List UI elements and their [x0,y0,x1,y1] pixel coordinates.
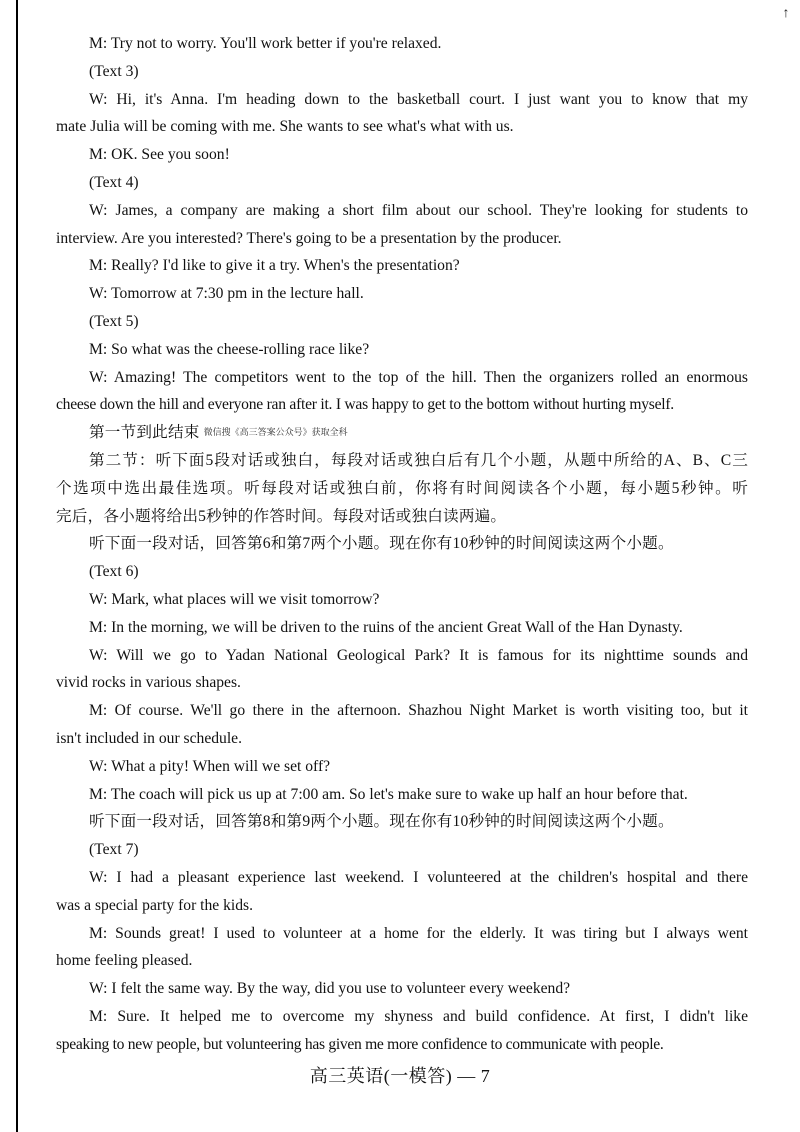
text-line: M: In the morning, we will be driven to the ruins of the ancient Great Wall of the Han Dynasty. [89,618,683,636]
text-line: W: Hi, it's Anna. I'm heading down to the basketball court. I just want you to know that my [89,90,748,108]
corner-mark: ↑ [782,6,790,21]
scan-edge-line [16,0,18,1132]
instruction-line: 完后，各小题将给出5秒钟的作答时间。每段对话或独白读两遍。 [56,507,507,525]
text-line: isn't included in our schedule. [56,729,242,747]
document-body [56,30,748,1058]
text-line: M: The coach will pick us up at 7:00 am. So let's make sure to wake up half an hour before that. [89,785,688,803]
instruction-line: 第二节：听下面5段对话或独白，每段对话或独白后有几个小题，从题中所给的A、B、C三 [89,451,748,469]
text-line: M: Sure. It helped me to overcome my shyness and build confidence. At first, I didn't like [89,1007,748,1025]
text-line: W: I had a pleasant experience last weekend. I volunteered at the children's hospital and there [89,868,748,886]
text-line: M: So what was the cheese-rolling race like? [89,340,370,358]
text-line: M: Sounds great! I used to volunteer at a home for the elderly. It was tiring but I always went [89,924,748,942]
text-label: (Text 5) [89,312,139,330]
instruction-line: 听下面一段对话，回答第6和第7两个小题。现在你有10秒钟的时间阅读这两个小题。 [89,535,674,553]
instruction-line: 个选项中选出最佳选项。听每段对话或独白前，你将有时间阅读各个小题，每小题5秒钟。听 [56,479,748,497]
text-line: was a special party for the kids. [56,896,254,914]
section-end-line [56,419,748,447]
instruction-line: 听下面一段对话，回答第8和第9两个小题。现在你有10秒钟的时间阅读这两个小题。 [89,813,674,831]
text-label: (Text 6) [89,563,139,581]
text-line: W: James, a company are making a short film about our school. They're looking for students to [89,201,748,219]
page-footer: 高三英语(一模答) — 7 [309,1066,491,1086]
text-line: W: What a pity! When will we set off? [89,757,331,775]
text-line: cheese down the hill and everyone ran after it. I was happy to get to the bottom without hurting myself. [56,396,674,414]
text-line: M: Really? I'd like to give it a try. When's the presentation? [89,257,460,275]
text-label: (Text 3) [89,62,139,80]
text-line: W: Amazing! The competitors went to the top of the hill. Then the organizers rolled an enormous [89,368,748,386]
text-line: mate Julia will be coming with me. She wants to see what's what with us. [56,118,514,136]
text-label: (Text 4) [89,173,139,191]
text-label: (Text 7) [89,841,139,859]
text-line: interview. Are you interested? There's going to be a presentation by the producer. [56,229,562,247]
text-line: speaking to new people, but volunteering has given me more confidence to communicate with people. [56,1035,664,1053]
watermark-note: 微信搜《高三答案公众号》获取全科 [203,427,348,438]
text-line: M: OK. See you soon! [89,146,230,164]
text-line: vivid rocks in various shapes. [56,674,241,692]
text-line: home feeling pleased. [56,952,193,970]
text-line: M: Try not to worry. You'll work better if you're relaxed. [89,35,442,52]
section-end-text: 第一节到此结束 [89,424,200,442]
text-line: W: Tomorrow at 7:30 pm in the lecture hall. [89,285,364,303]
text-line: W: Will we go to Yadan National Geological Park? It is famous for its nighttime sounds and [89,646,748,664]
text-line: W: I felt the same way. By the way, did you use to volunteer every weekend? [89,980,571,998]
text-line: M: Of course. We'll go there in the afternoon. Shazhou Night Market is worth visiting too, but it [89,702,748,720]
text-line: W: Mark, what places will we visit tomorrow? [89,590,380,608]
